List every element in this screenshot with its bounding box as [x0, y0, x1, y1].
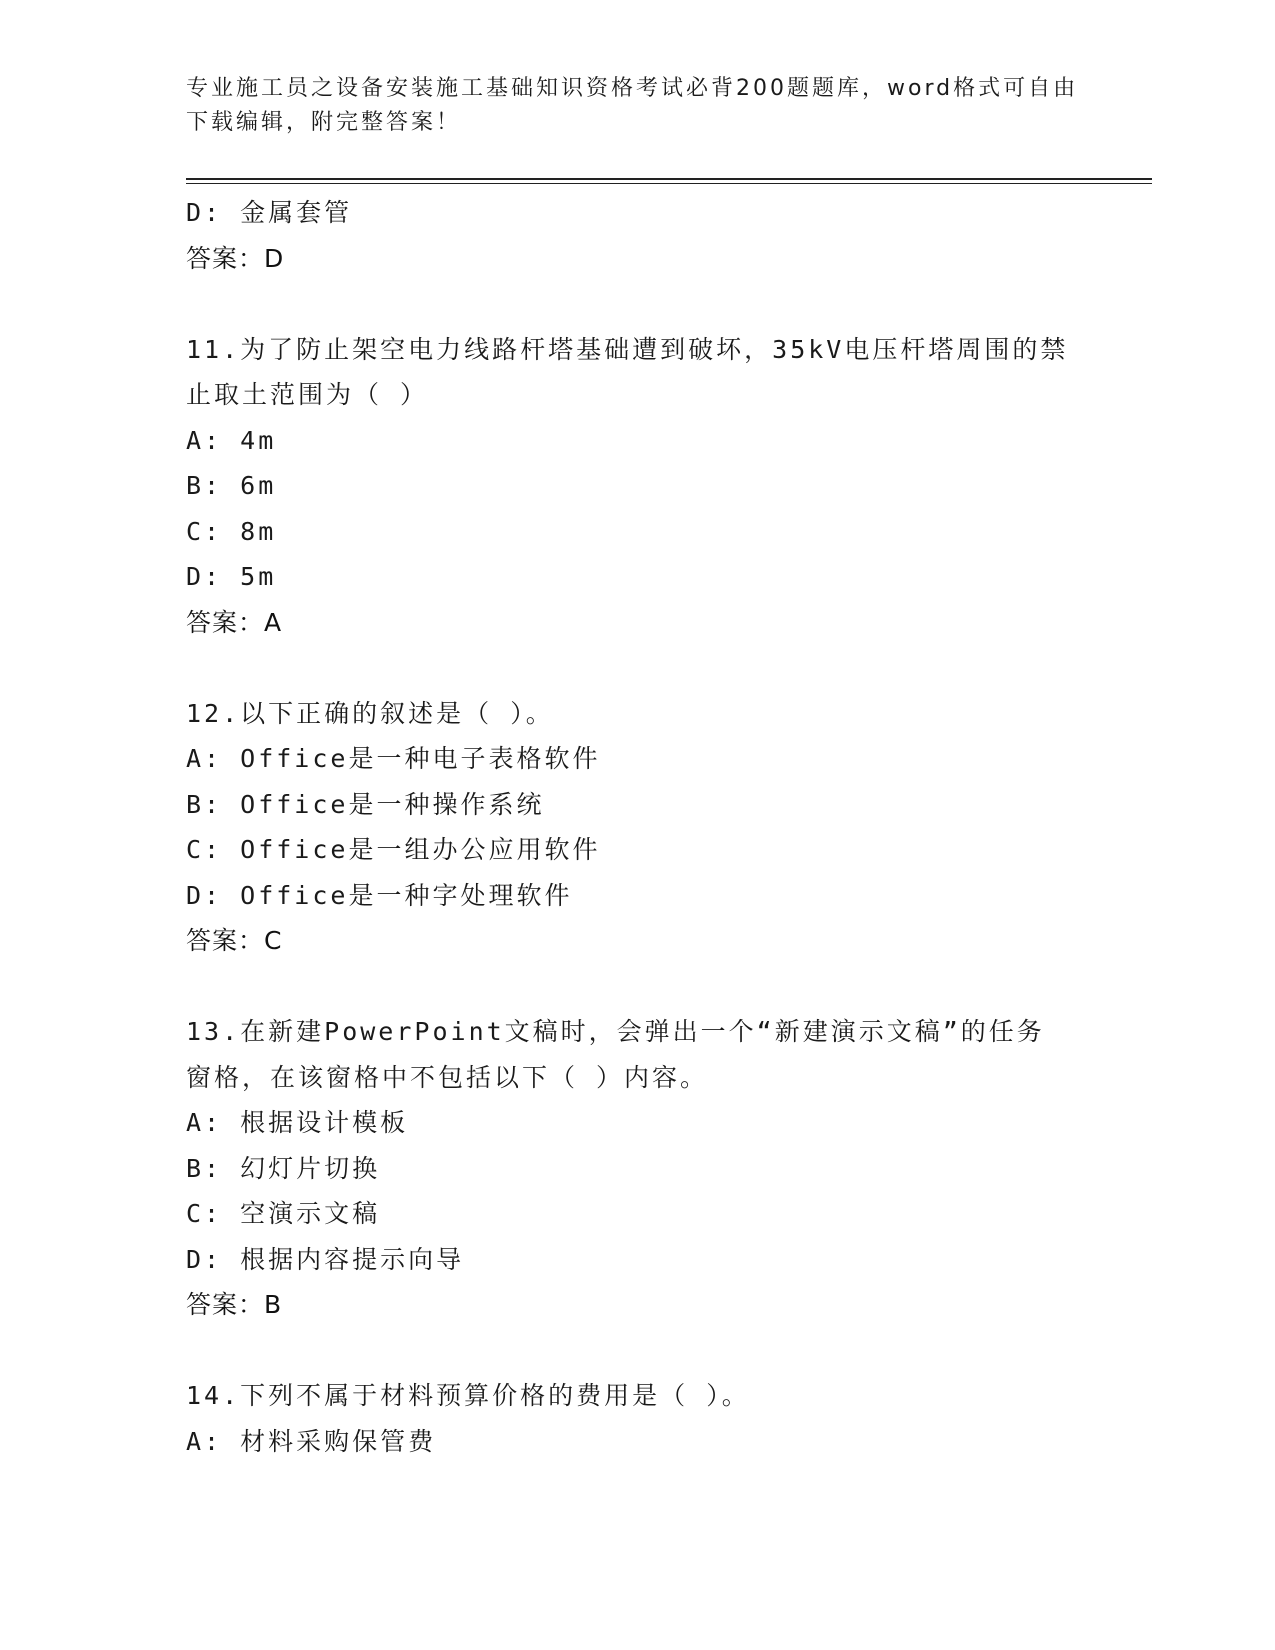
option-b: B: 6m — [186, 471, 277, 500]
option-a: A: 材料采购保管费 — [186, 1426, 437, 1456]
answer: 答案：D — [186, 243, 285, 273]
question-14 — [186, 1373, 1086, 1464]
document-header — [186, 72, 1086, 140]
option-b: B: 幻灯片切换 — [186, 1153, 381, 1183]
option-c: C: 空演示文稿 — [186, 1199, 381, 1228]
spacer — [186, 964, 1086, 1010]
spacer — [186, 645, 1086, 691]
option-a: A: 4m — [186, 425, 277, 455]
question-12 — [186, 691, 1086, 964]
question-stem-continued: 窗格，在该窗格中不包括以下（ ）内容。 — [186, 1062, 709, 1092]
header-divider — [186, 178, 1152, 180]
option-a: A: 根据设计模板 — [186, 1108, 409, 1137]
question-13 — [186, 1009, 1086, 1328]
question-11 — [186, 327, 1086, 646]
question-fragment — [186, 190, 1086, 281]
document-body — [186, 190, 1086, 1464]
answer: 答案：B — [186, 1290, 283, 1319]
question-stem: 11.为了防止架空电力线路杆塔基础遭到破坏，35kV电压杆塔周围的禁 — [186, 334, 1069, 364]
answer: 答案：C — [186, 926, 283, 955]
option-d: D: 5m — [186, 562, 277, 591]
option-c: C: 8m — [186, 516, 277, 546]
question-stem: 13.在新建PowerPoint文稿时，会弹出一个“新建演示文稿”的任务 — [186, 1017, 1045, 1046]
answer: 答案：A — [186, 607, 283, 637]
spacer — [186, 281, 1086, 327]
option-c: C: Office是一组办公应用软件 — [186, 835, 601, 864]
option-d: D: 金属套管 — [186, 198, 353, 227]
question-stem: 14.下列不属于材料预算价格的费用是（ ）。 — [186, 1381, 750, 1410]
header-line-2: 下载编辑，附完整答案！ — [186, 110, 462, 135]
spacer — [186, 1328, 1086, 1374]
header-line-1: 专业施工员之设备安装施工基础知识资格考试必背200题题库，word格式可自由 — [186, 76, 1079, 101]
option-d: D: 根据内容提示向导 — [186, 1244, 465, 1274]
option-b: B: Office是一种操作系统 — [186, 789, 545, 819]
header-divider-thin — [186, 183, 1152, 184]
option-a: A: Office是一种电子表格软件 — [186, 744, 601, 773]
question-stem: 12.以下正确的叙述是（ ）。 — [186, 698, 554, 728]
question-stem-continued: 止取土范围为（ ） — [186, 380, 429, 409]
option-d: D: Office是一种字处理软件 — [186, 880, 573, 910]
